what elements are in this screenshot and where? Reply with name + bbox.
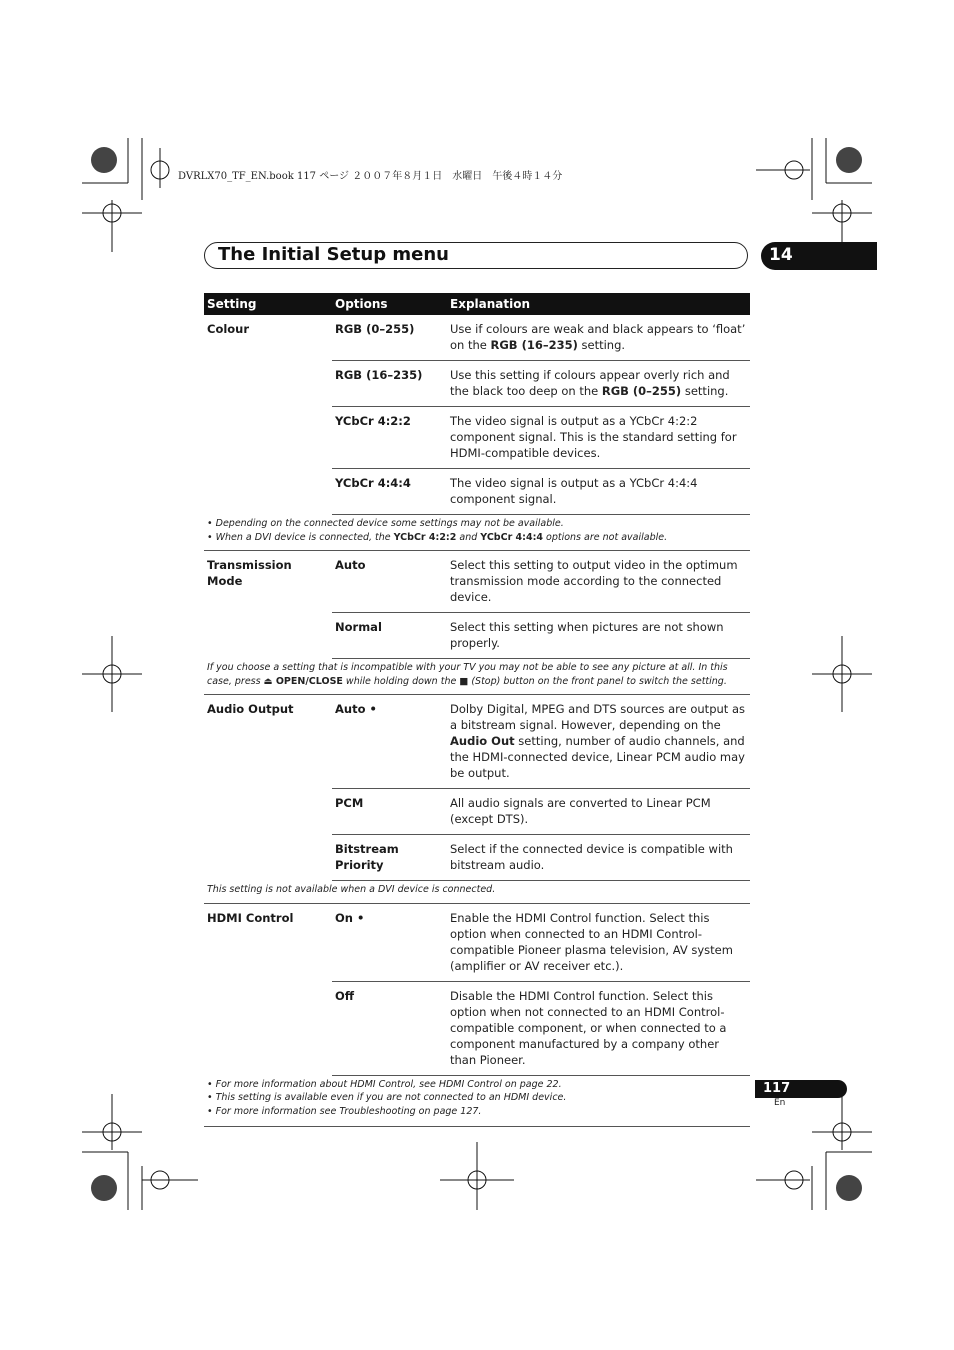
option-explanation: Select this setting when pictures are not shown properly. [447, 613, 750, 659]
table-note [204, 1075, 750, 1127]
option-explanation: Use this setting if colours appear overly rich and the black too deep on the RGB (0–255) setting. [447, 361, 750, 407]
page-title: The Initial Setup menu [218, 244, 449, 265]
chapter-tab [761, 242, 877, 270]
setting-hdmi-control: HDMI Control [207, 910, 294, 925]
option-explanation: The video signal is output as a YCbCr 4:2:2 component signal. This is the standard setting for HDMI-compatible devices. [447, 407, 750, 469]
page-number: 117 [763, 1081, 791, 1096]
table-header [204, 293, 750, 315]
setting-audio-output: Audio Output [207, 702, 294, 716]
option-label: YCbCr 4:4:4 [332, 469, 447, 515]
print-metadata: DVRLX70_TF_EN.book 117 ページ ２００７年８月１日 水曜日 午後４時１４分 [178, 171, 563, 182]
option-label: Auto [332, 551, 447, 613]
option-explanation: Use if colours are weak and black appears to ‘float’ on the RGB (16–235) setting. [447, 315, 750, 361]
option-explanation: Select if the connected device is compatible with bitstream audio. [447, 835, 750, 881]
option-label: RGB (16–235) [332, 361, 447, 407]
table-row [204, 551, 750, 613]
header-options: Options [332, 293, 447, 315]
option-explanation: Select this setting to output video in the optimum transmission mode according to the connected device. [447, 551, 750, 613]
header-setting: Setting [204, 293, 332, 315]
setting-transmission-mode: Transmission Mode [207, 558, 292, 588]
option-label: RGB (0–255) [332, 315, 447, 361]
table-row [204, 903, 750, 981]
option-label: PCM [332, 789, 447, 835]
colour-note: • Depending on the connected device some settings may not be available. • When a DVI device is connected, the YCbCr 4:2:2 and YCbCr 4:4:4 options are not available. [204, 515, 750, 551]
option-label: YCbCr 4:2:2 [332, 407, 447, 469]
setting-colour: Colour [207, 322, 250, 336]
table-note [204, 881, 750, 904]
option-explanation: The video signal is output as a YCbCr 4:4:4 component signal. [447, 469, 750, 515]
option-label: On • [332, 903, 447, 981]
option-label: Normal [332, 613, 447, 659]
settings-table [204, 293, 750, 1127]
header-explanation: Explanation [447, 293, 750, 315]
page-number-tab [755, 1080, 847, 1098]
option-label: Bitstream Priority [332, 835, 447, 881]
transmission-note: If you choose a setting that is incompatible with your TV you may not be able to see any picture at all. In this case, press ⏏ OPEN/CLOSE while holding down the ■ (Stop) button on the front panel to switch the setting. [204, 659, 750, 695]
table-note [204, 515, 750, 551]
option-explanation: Dolby Digital, MPEG and DTS sources are output as a bitstream signal. However, depending on the Audio Out setting, number of audio channels, and the HDMI-connected device, Linear PCM audio may be output. [447, 695, 750, 789]
option-explanation: Disable the HDMI Control function. Select this option when not connected to an HDMI Control-compatible component, or when connected to a component manufactured by a company other than Pioneer. [447, 981, 750, 1075]
option-label: Auto • [332, 695, 447, 789]
audio-note: This setting is not available when a DVI device is connected. [204, 881, 750, 904]
hdmi-notes: • For more information about HDMI Control, see HDMI Control on page 22. • This setting is available even if you are not connected to an HDMI device. • For more information see Troubleshooting on page 127. [204, 1075, 750, 1127]
option-explanation: All audio signals are converted to Linear PCM (except DTS). [447, 789, 750, 835]
table-note [204, 659, 750, 695]
option-label: Off [332, 981, 447, 1075]
chapter-number: 14 [769, 245, 793, 265]
option-explanation: Enable the HDMI Control function. Select this option when connected to an HDMI Control-compatible Pioneer plasma television, AV system (amplifier or AV receiver etc.). [447, 903, 750, 981]
language-label: En [774, 1098, 786, 1108]
table-row [204, 315, 750, 361]
table-row [204, 695, 750, 789]
